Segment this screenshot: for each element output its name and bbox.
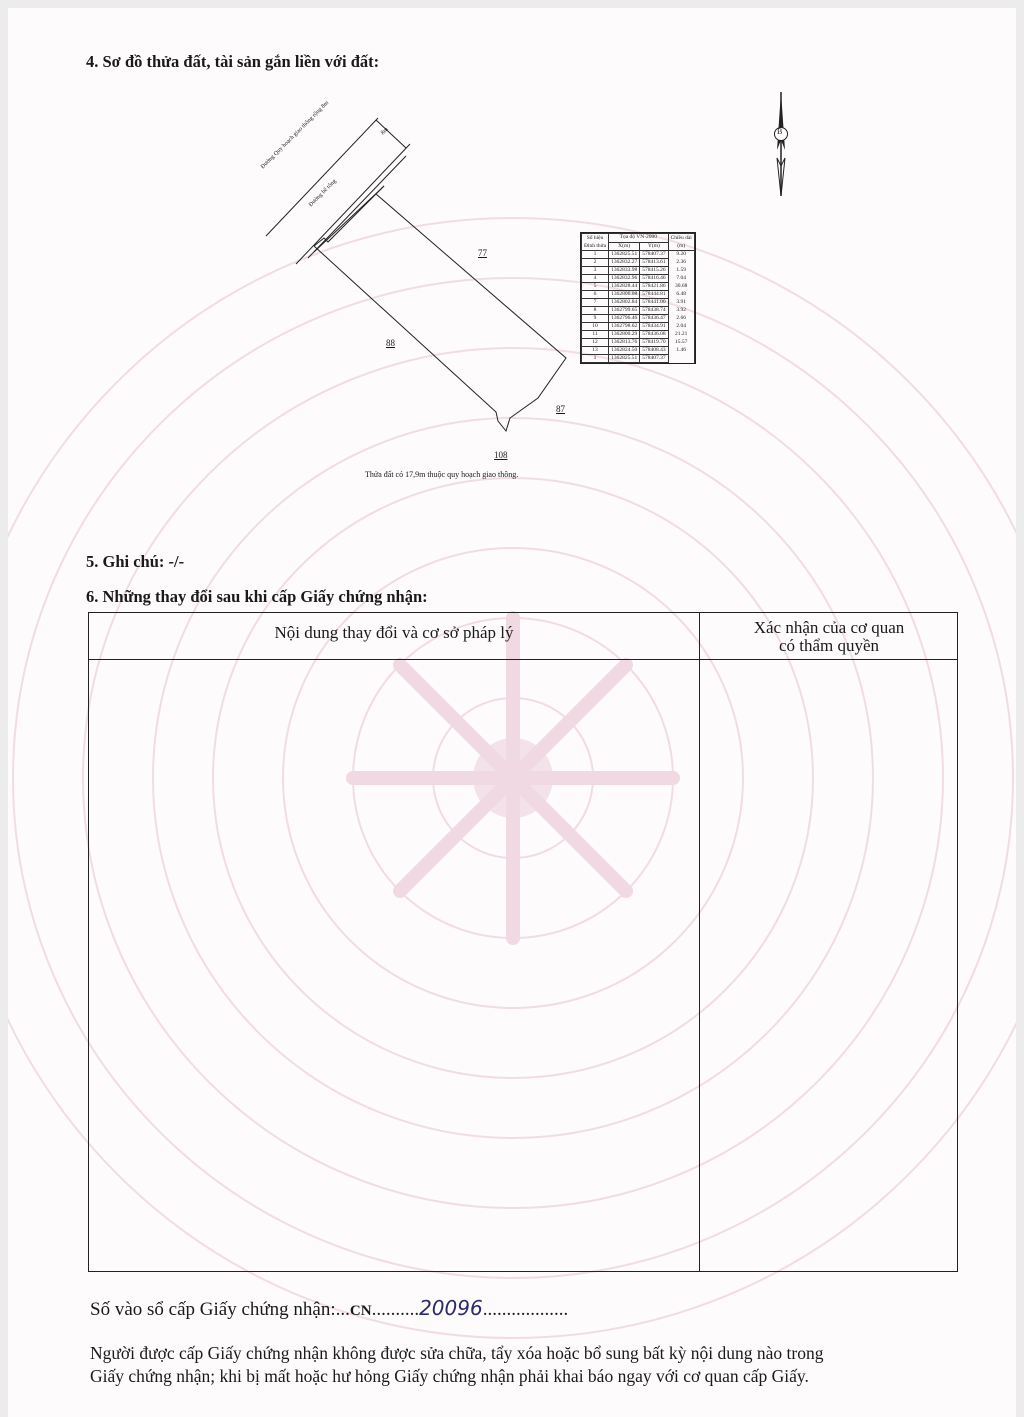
cell-y: 578408.43 — [640, 347, 668, 355]
table-row — [582, 323, 695, 331]
cell-point: 10 — [582, 323, 609, 331]
cell-point: 9 — [582, 315, 609, 323]
plot-diagram — [248, 86, 588, 466]
cell-point: 11 — [582, 331, 609, 339]
note-line-2: Giấy chứng nhận; khi bị mất hoặc hư hỏng Giấy chứng nhận phải khai báo ngay với cơ quan cấp Giấy. — [90, 1366, 809, 1386]
registration-line — [90, 1296, 568, 1321]
cell-y: 578436.47 — [640, 315, 668, 323]
neighbor-87: 87 — [556, 404, 565, 414]
confirmation-line-2: có thẩm quyền — [778, 636, 880, 655]
table-row — [582, 283, 695, 291]
table-row — [582, 259, 695, 267]
cell-point: 1 — [582, 355, 609, 363]
cell-x: 1362833.98 — [609, 267, 640, 275]
road-label-2: Đường bê tông — [308, 178, 338, 209]
section-4-title: 4. Sơ đồ thửa đất, tài sản gắn liền với đất: — [86, 52, 380, 71]
neighbor-77: 77 — [478, 248, 487, 258]
cell-y: 578415.26 — [640, 267, 668, 275]
cell-point: 3 — [582, 267, 609, 275]
cell-y: 578438.74 — [640, 307, 668, 315]
cell-point: 6 — [582, 291, 609, 299]
cell-y: 578434.91 — [640, 323, 668, 331]
cell-point: 7 — [582, 299, 609, 307]
cell-x: 1362798.62 — [609, 323, 640, 331]
section-5-title: 5. Ghi chú: -/- — [86, 552, 185, 571]
cell-x: 1362828.44 — [609, 283, 640, 291]
road-label-1: Đường Quy hoạch giao thông rộng 8m — [260, 100, 331, 171]
cell-x: 1362799.65 — [609, 307, 640, 315]
registration-dots-3: .................. — [482, 1299, 569, 1320]
cell-y: 578407.37 — [640, 355, 668, 363]
table-row — [582, 251, 695, 259]
cell-x: 1362832.27 — [609, 259, 640, 267]
coordinate-table — [580, 232, 696, 364]
cell-x: 1362796.46 — [609, 315, 640, 323]
column-header-content: Nội dung thay đổi và cơ sở pháp lý — [274, 623, 514, 642]
cell-len: 9.20 — [668, 251, 694, 259]
cell-point: 12 — [582, 339, 609, 347]
cell-x: 1362825.51 — [609, 355, 640, 363]
table-row — [582, 339, 695, 347]
cell-len: 2.36 — [668, 259, 694, 267]
cell-x: 1362802.84 — [609, 299, 640, 307]
changes-table — [88, 612, 958, 1272]
cell-len: 2.04 — [668, 323, 694, 331]
table-row — [582, 307, 695, 315]
cell-y: 578421.86 — [640, 283, 668, 291]
cell-len: 6.48 — [668, 291, 694, 299]
h-point2: Đỉnh thửa — [584, 243, 607, 249]
cell-y: 578444.81 — [640, 291, 668, 299]
h-len2: (m) — [677, 243, 686, 249]
certificate-note — [90, 1342, 950, 1388]
cell-point: 8 — [582, 307, 609, 315]
cell-y: 578436.08 — [640, 331, 668, 339]
plot-caption: Thửa đất có 17,9m thuộc quy hoạch giao thông. — [365, 470, 519, 479]
width-label: 8m — [380, 126, 390, 137]
cell-point: 2 — [582, 259, 609, 267]
cell-x: 1362806.08 — [609, 291, 640, 299]
cell-len: 30.68 — [668, 283, 694, 291]
h-len: Chiều dài — [670, 235, 692, 241]
h-x: X(m) — [609, 242, 640, 251]
table-row — [582, 275, 695, 283]
table-row — [582, 299, 695, 307]
cell-len: 21.21 — [668, 331, 694, 339]
neighbor-88: 88 — [386, 338, 395, 348]
registration-dots-2: .......... — [371, 1299, 420, 1320]
h-sys: Tọa độ VN-2000 — [609, 234, 669, 243]
north-label: B — [777, 127, 783, 136]
cell-len: 1.46 — [668, 347, 694, 355]
cell-len: 7.04 — [668, 275, 694, 283]
cell-y: 578413.61 — [640, 259, 668, 267]
certificate-page — [8, 8, 1016, 1417]
cell-y: 578416.46 — [640, 275, 668, 283]
cell-len: 2.66 — [668, 315, 694, 323]
table-row — [582, 291, 695, 299]
table-row — [582, 267, 695, 275]
confirmation-line-1: Xác nhận của cơ quan — [753, 618, 905, 637]
cell-x: 1362832.96 — [609, 275, 640, 283]
cell-point: 13 — [582, 347, 609, 355]
north-arrow-icon — [768, 90, 794, 200]
cell-len: 3.91 — [668, 299, 694, 307]
table-row — [582, 355, 695, 363]
cell-x: 1362800.29 — [609, 331, 640, 339]
cell-y: 578407.37 — [640, 251, 668, 259]
column-header-confirmation — [701, 619, 957, 655]
cell-point: 1 — [582, 251, 609, 259]
registration-number: 20096 — [419, 1296, 483, 1320]
registration-label: Số vào sổ cấp Giấy chứng nhận: — [90, 1299, 336, 1320]
table-row — [582, 347, 695, 355]
h-y: Y(m) — [640, 242, 668, 251]
cell-len: 3.92 — [668, 307, 694, 315]
cell-point: 5 — [582, 283, 609, 291]
cell-x: 1362825.51 — [609, 251, 640, 259]
cell-x: 1362813.76 — [609, 339, 640, 347]
cell-y: 578441.00 — [640, 299, 668, 307]
registration-prefix: CN — [349, 1303, 372, 1319]
cell-point: 4 — [582, 275, 609, 283]
neighbor-108: 108 — [494, 450, 508, 460]
registration-dots-1: ... — [335, 1299, 350, 1320]
cell-len: 1.59 — [668, 267, 694, 275]
section-6-title: 6. Những thay đổi sau khi cấp Giấy chứng nhận: — [86, 587, 428, 606]
cell-len: 15.57 — [668, 339, 694, 347]
table-row — [582, 315, 695, 323]
cell-x: 1362824.50 — [609, 347, 640, 355]
column-divider — [699, 613, 700, 1271]
table-row — [582, 331, 695, 339]
note-line-1: Người được cấp Giấy chứng nhận không được sửa chữa, tẩy xóa hoặc bổ sung bất kỳ nội dung nào trong — [90, 1343, 824, 1363]
cell-y: 578419.70 — [640, 339, 668, 347]
h-point: Số hiệu — [586, 235, 604, 241]
